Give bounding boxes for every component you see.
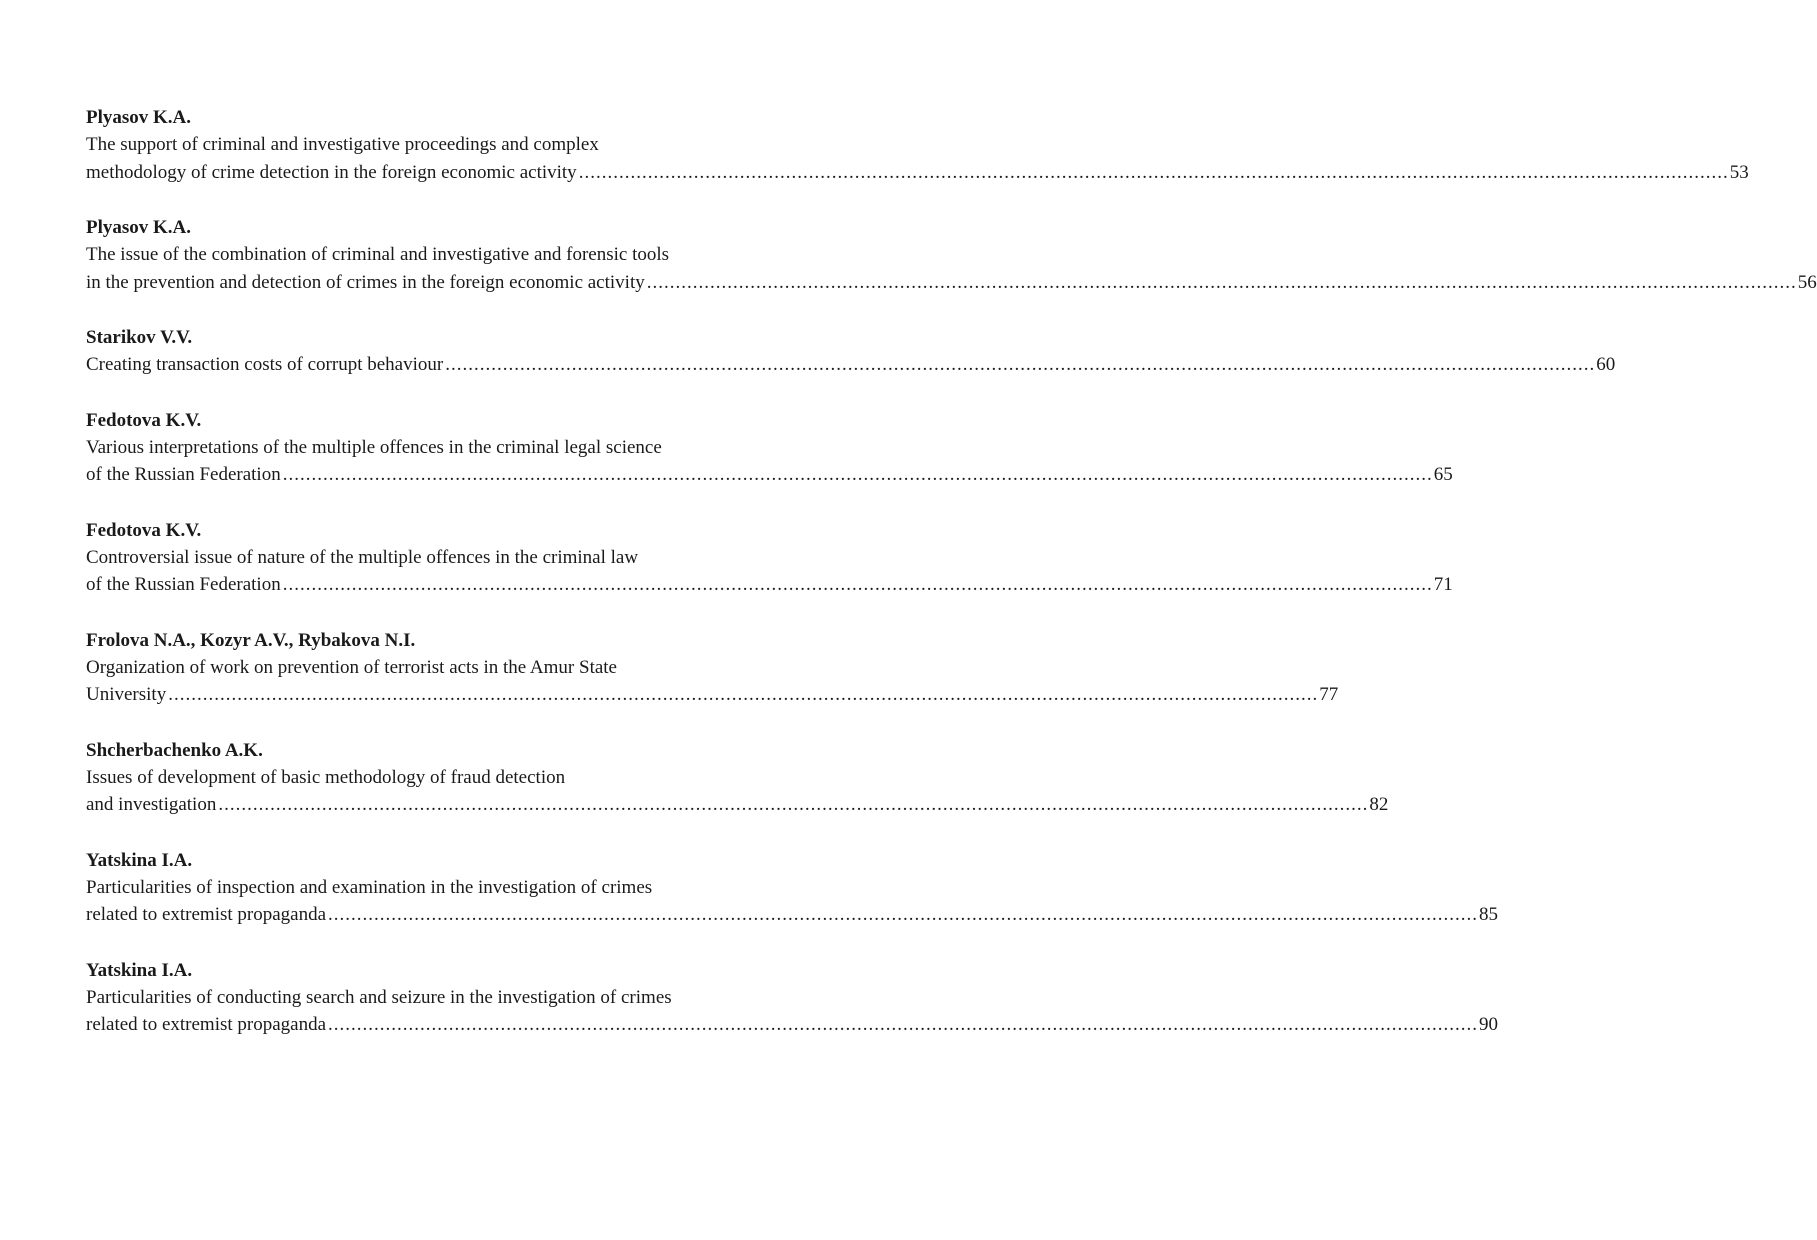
entry-page-number: 56 — [1797, 271, 1817, 293]
entry-author: Shcherbachenko A.K. — [86, 739, 263, 761]
entry-title-text: methodology of crime detection in the foreign economic activity — [86, 161, 577, 183]
dot-leader: ........................................................................................................................................................................................................ — [578, 161, 1729, 183]
entry-title-text: in the prevention and detection of crimes in the foreign economic activity — [86, 271, 645, 293]
entry-title-last-line — [86, 461, 1453, 489]
dot-leader: ........................................................................................................................................................................................................ — [328, 1014, 1479, 1035]
entry-author: Fedotova K.V. — [86, 409, 202, 431]
entry-author: Plyasov K.A. — [86, 107, 192, 128]
entry-page-number: 65 — [1433, 464, 1453, 485]
toc-entry — [86, 517, 1453, 599]
entry-page-number: 77 — [1319, 684, 1339, 705]
toc-entry — [86, 104, 1749, 186]
entry-title-last-line — [86, 351, 1616, 379]
entry-author: Starikov V.V. — [86, 327, 193, 348]
toc-entry — [86, 957, 1499, 1039]
entry-title-line: The support of criminal and investigative proceedings and complex — [86, 134, 599, 155]
entry-title-text: University — [86, 684, 167, 705]
toc-entry — [86, 214, 1817, 296]
dot-leader: ........................................................................................................................................................................................................ — [168, 684, 1319, 705]
toc-entry — [86, 847, 1499, 929]
entry-page-number: 82 — [1369, 794, 1389, 815]
entry-title-last-line — [86, 1011, 1499, 1039]
entry-page-number: 85 — [1479, 904, 1499, 925]
toc-entry — [86, 737, 1389, 819]
entry-title-text: of the Russian Federation — [86, 464, 281, 485]
table-of-contents — [86, 104, 1817, 1067]
entry-page-number: 90 — [1479, 1014, 1499, 1035]
toc-entry — [86, 627, 1339, 709]
entry-title-text: of the Russian Federation — [86, 574, 281, 595]
entry-title-line: Particularities of conducting search and seizure in the investigation of crimes — [86, 986, 672, 1008]
entry-title-line: The issue of the combination of criminal and investigative and forensic tools — [86, 244, 670, 265]
dot-leader: ........................................................................................................................................................................................................ — [445, 354, 1596, 375]
entry-title-text: Creating transaction costs of corrupt behaviour — [86, 354, 444, 375]
entry-title-last-line — [86, 681, 1339, 709]
entry-title-last-line — [86, 791, 1389, 819]
dot-leader: ........................................................................................................................................................................................................ — [218, 794, 1369, 815]
dot-leader: ........................................................................................................................................................................................................ — [646, 271, 1797, 293]
entry-title-line: Issues of development of basic methodology of fraud detection — [86, 766, 566, 788]
entry-page-number: 53 — [1729, 161, 1749, 183]
dot-leader: ........................................................................................................................................................................................................ — [328, 904, 1479, 925]
toc-entry — [86, 324, 1616, 379]
entry-title-text: related to extremist propaganda — [86, 1014, 327, 1035]
entry-title-last-line — [86, 269, 1817, 297]
entry-title-last-line — [86, 571, 1453, 599]
entry-title-text: related to extremist propaganda — [86, 904, 327, 925]
entry-author: Plyasov K.A. — [86, 217, 192, 238]
dot-leader: ........................................................................................................................................................................................................ — [282, 574, 1433, 595]
entry-page-number: 60 — [1596, 354, 1616, 375]
entry-title-last-line — [86, 901, 1499, 929]
entry-author: Frolova N.A., Kozyr A.V., Rybakova N.I. — [86, 629, 416, 651]
entry-author: Fedotova K.V. — [86, 519, 202, 541]
entry-author: Yatskina I.A. — [86, 849, 193, 871]
toc-entry — [86, 407, 1453, 489]
entry-title-text: and investigation — [86, 794, 217, 815]
entry-author: Yatskina I.A. — [86, 959, 193, 981]
entry-title-last-line — [86, 159, 1749, 187]
entry-title-line: Controversial issue of nature of the multiple offences in the criminal law — [86, 546, 639, 568]
entry-title-line: Particularities of inspection and examination in the investigation of crimes — [86, 876, 653, 898]
entry-title-line: Organization of work on prevention of terrorist acts in the Amur State — [86, 656, 617, 678]
dot-leader: ........................................................................................................................................................................................................ — [282, 464, 1433, 485]
entry-page-number: 71 — [1433, 574, 1453, 595]
entry-title-line: Various interpretations of the multiple offences in the criminal legal science — [86, 436, 662, 458]
